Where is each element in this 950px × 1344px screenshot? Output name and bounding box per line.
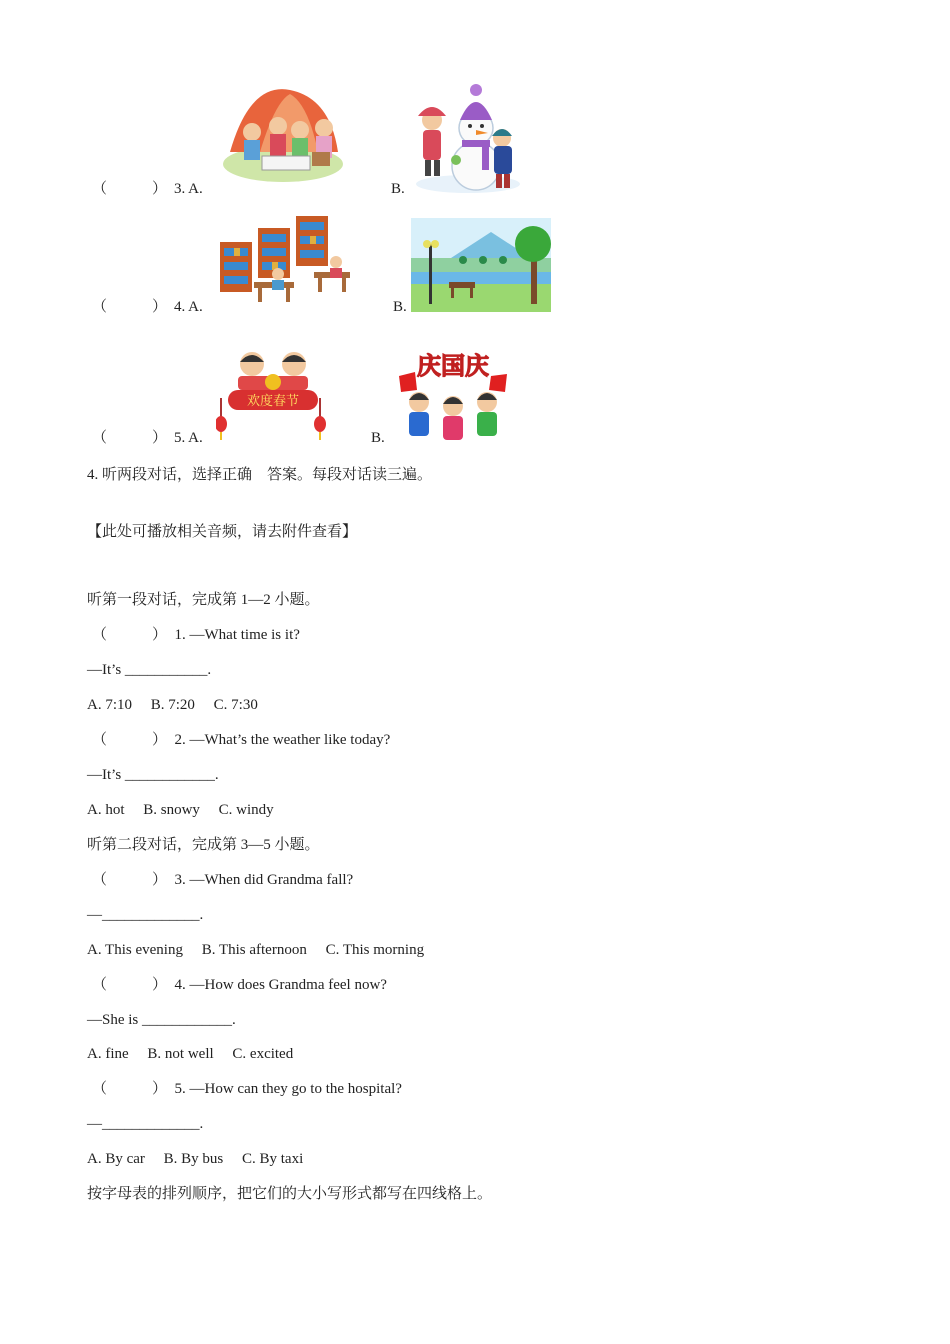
final-instruction: 按字母表的排列顺序，把它们的大小写形式都写在四线格上。	[87, 1186, 493, 1202]
question-4-options: A. fine B. not well C. excited	[87, 1046, 294, 1062]
question-5: （ ） 5. —How can they go to the hospital?	[92, 1081, 402, 1097]
question-label-3b: B.	[391, 181, 405, 197]
question-5-options: A. By car B. By bus C. By taxi	[87, 1151, 304, 1167]
snowman-picture	[410, 80, 522, 196]
question-1-answer: —It’s ___________.	[87, 662, 212, 678]
picnic-tent-picture	[220, 82, 346, 186]
park-picture	[411, 218, 551, 312]
section-title: 4. 听两段对话，选择正确 答案。每段对话读三遍。	[87, 467, 433, 483]
banner-text: 欢度春节	[246, 394, 300, 409]
question-label-3a: 3. A.	[174, 181, 203, 197]
dialog2-intro: 听第二段对话，完成第 3—5 小题。	[87, 837, 320, 853]
answer-paren-3[interactable]: （ ）	[92, 181, 168, 197]
question-label-4b: B.	[393, 299, 407, 315]
question-2-options: A. hot B. snowy C. windy	[87, 802, 274, 818]
question-1: （ ） 1. —What time is it?	[92, 627, 300, 643]
question-label-4a: 4. A.	[174, 299, 203, 315]
question-1-options: A. 7:10 B. 7:20 C. 7:30	[87, 697, 258, 713]
question-4: （ ） 4. —How does Grandma feel now?	[92, 977, 387, 993]
question-5-answer: —_____________.	[87, 1116, 204, 1132]
answer-paren-5[interactable]: （ ）	[92, 430, 168, 446]
question-3-answer: —_____________.	[87, 907, 204, 923]
question-label-5b: B.	[371, 430, 385, 446]
national-day-picture	[397, 346, 509, 444]
question-2-answer: —It’s ____________.	[87, 767, 219, 783]
question-2: （ ） 2. —What’s the weather like today?	[92, 732, 391, 748]
audio-note: 【此处可播放相关音频，请去附件查看】	[87, 524, 358, 540]
question-3: （ ） 3. —When did Grandma fall?	[92, 872, 354, 888]
question-4-answer: —She is ____________.	[87, 1012, 236, 1028]
banner-text: 庆国庆	[417, 352, 489, 380]
dialog1-intro: 听第一段对话，完成第 1—2 小题。	[87, 592, 320, 608]
question-3-options: A. This evening B. This afternoon C. This morning	[87, 942, 425, 958]
question-label-5a: 5. A.	[174, 430, 203, 446]
library-picture	[218, 212, 354, 308]
answer-paren-4[interactable]: （ ）	[92, 299, 168, 315]
spring-festival-picture	[216, 348, 330, 442]
